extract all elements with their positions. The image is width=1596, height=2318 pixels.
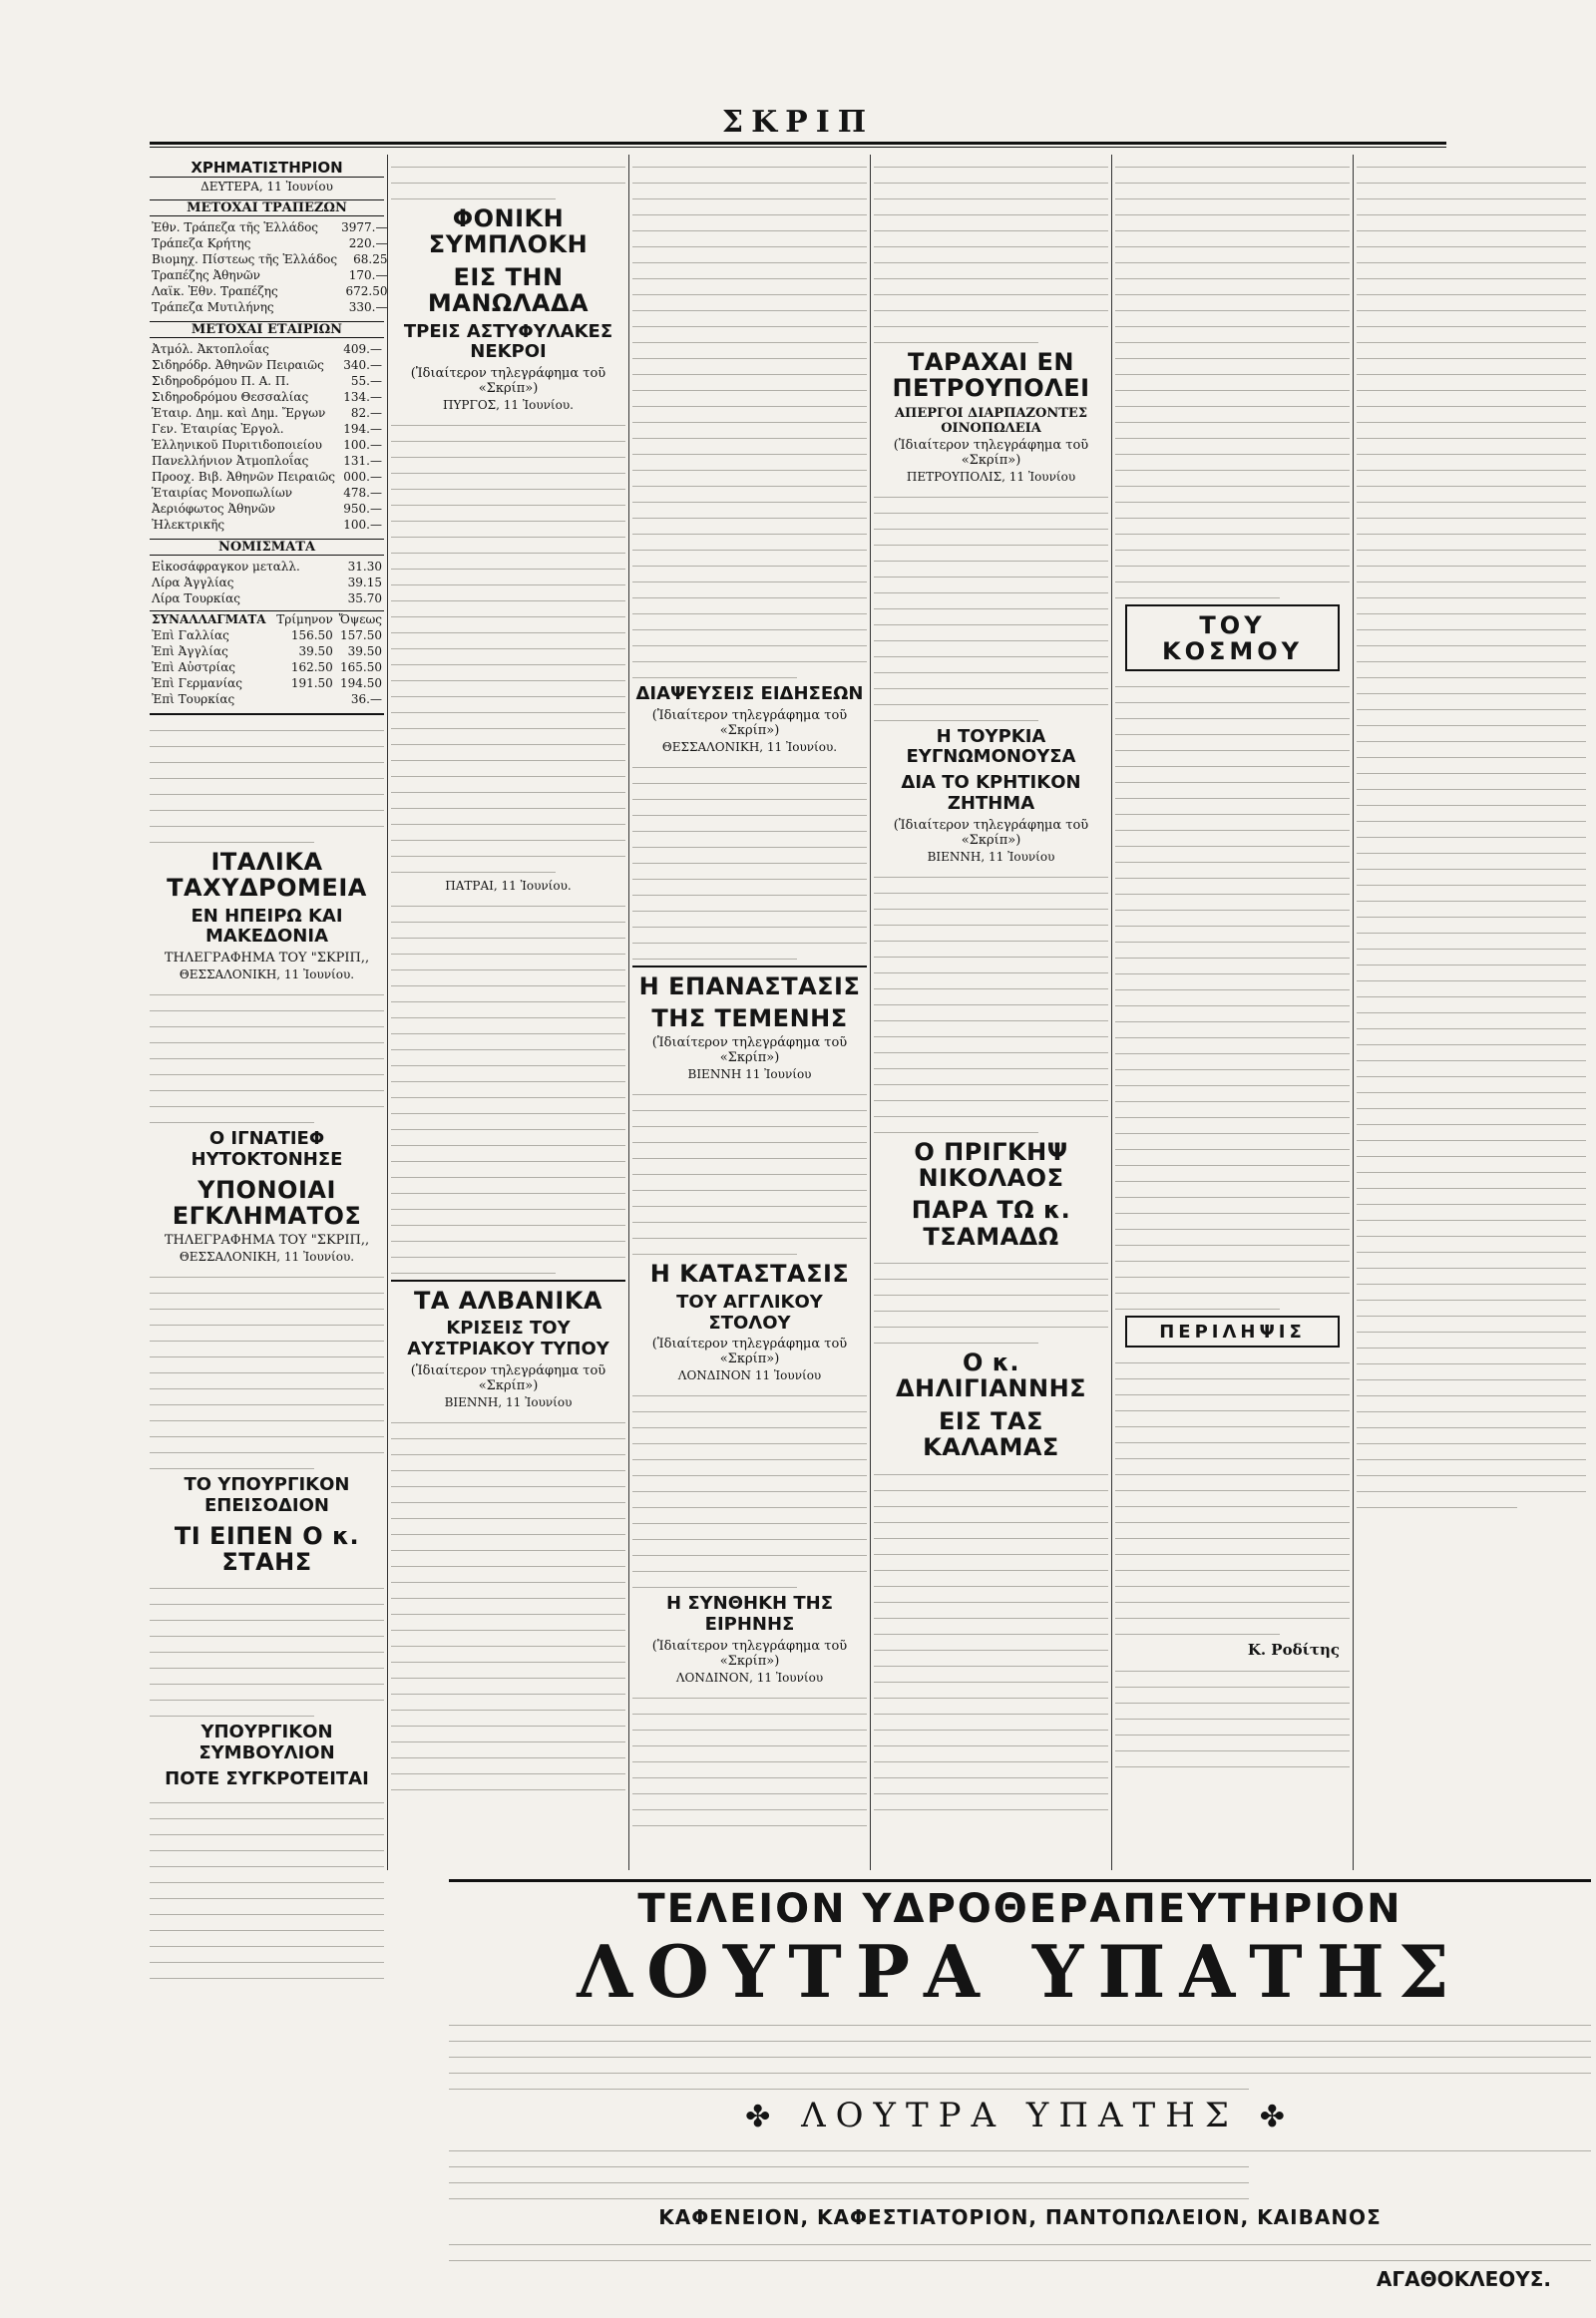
- subheadline-tourkia: ΔΙΑ ΤΟ ΚΡΗΤΙΚΟΝ ΖΗΤΗΜΑ: [901, 772, 1081, 814]
- subheadline-deligiannis: ΕΙΣ ΤΑΣ ΚΑΛΑΜΑΣ: [923, 1406, 1059, 1462]
- row-label: Εἰκοσάφραγκον μεταλλ.: [152, 560, 300, 574]
- table-row: [150, 299, 389, 315]
- telegram-label: (Ἰδιαίτερον τηλεγράφημα τοῦ «Σκρίπ»): [410, 365, 606, 396]
- ad-footer: ΚΑΦΕΝΕΙΟΝ, ΚΑΦΕΣΤΙΑΤΟΡΙΟΝ, ΠΑΝΤΟΠΩΛΕΙΟΝ, ΚΑΙΒΑΝΟΣ: [658, 2205, 1382, 2229]
- dateline: ΛΟΝΔΙΝΟΝ, 11 Ἰουνίου: [675, 1670, 824, 1685]
- article-text: [1357, 158, 1586, 1508]
- headline-katastasis: Η ΚΑΤΑΣΤΑΣΙΣ: [649, 1260, 850, 1289]
- row-label: Ἑταιρ. Δημ. καὶ Δημ. Ἔργων: [152, 406, 326, 420]
- row-value: 39.50: [298, 644, 333, 658]
- exchange-col-header: Ὄψεως: [338, 612, 382, 626]
- column-2: [391, 155, 625, 1870]
- dateline: ΘΕΣΣΑΛΟΝΙΚΗ, 11 Ἰουνίου.: [179, 1250, 355, 1265]
- dateline: ΘΕΣΣΑΛΟΝΙΚΗ, 11 Ἰουνίου.: [179, 967, 355, 982]
- column-divider: [628, 155, 629, 1870]
- subheadline-epanastasis: ΤΗΣ ΤΕΜΕΝΗΣ: [651, 1004, 848, 1033]
- masthead-title: ΣΚΡΙΠ: [721, 105, 875, 140]
- subheadline-taraxai: ΑΠΕΡΓΟΙ ΔΙΑΡΠΑΖΟΝΤΕΣ ΟΙΝΟΠΩΛΕΙΑ: [894, 405, 1088, 436]
- dateline: ΠΥΡΓΟΣ, 11 Ἰουνίου.: [443, 397, 574, 412]
- table-row: [150, 575, 384, 590]
- column-divider: [387, 155, 388, 1870]
- companies-title: ΜΕΤΟΧΑΙ ΕΤΑΙΡΙΩΝ: [150, 321, 384, 338]
- subheadline-phoniki: ΕΙΣ ΤΗΝ ΜΑΝΩΛΑΔΑ: [427, 262, 590, 318]
- column-3: [632, 155, 867, 1870]
- row-value: 134.—: [343, 390, 382, 404]
- row-value: 220.—: [348, 236, 388, 250]
- advertisement: [449, 1875, 1591, 2291]
- row-label: Σιδηροδρόμου Θεσσαλίας: [152, 390, 309, 404]
- table-row: [150, 469, 384, 485]
- dateline: ΠΑΤΡΑΙ, 11 Ἰουνίου.: [445, 878, 572, 893]
- subheadline-phoniki-2: ΤΡΕΙΣ ΑΣΤΥΦΥΛΑΚΕΣ ΝΕΚΡΟΙ: [403, 320, 613, 363]
- article-text: [1115, 677, 1350, 1310]
- headline-box: [1125, 604, 1340, 671]
- headline-synthiki: Η ΣΥΝΘΗΚΗ ΤΗΣ ΕΙΡΗΝΗΣ: [665, 1593, 833, 1635]
- table-row: [150, 389, 384, 405]
- banks-table: [150, 219, 389, 315]
- table-row: [150, 659, 384, 675]
- row-value: 131.—: [343, 454, 382, 468]
- row-value: 156.50: [290, 628, 333, 642]
- row-value: 950.—: [343, 502, 382, 516]
- headline-albanika: ΤΑ ΑΛΒΑΝΙΚΑ: [413, 1286, 602, 1315]
- row-value: 100.—: [343, 518, 382, 532]
- row-label: Ἐπὶ Αὐστρίας: [152, 660, 236, 674]
- exchange-col-header: Τρίμηνον: [276, 612, 333, 626]
- masthead-rule: [150, 142, 1446, 145]
- ornament-icon: ✤: [1259, 2100, 1295, 2134]
- row-label: Σιδηρόδρ. Ἀθηνῶν Πειραιῶς: [152, 358, 324, 372]
- column-5: [1115, 155, 1350, 1870]
- subheadline-prigkips: ΠΑΡΑ ΤΩ κ. ΤΣΑΜΑΔΩ: [911, 1196, 1071, 1251]
- telegram-label: (Ἰδιαίτερον τηλεγράφημα τοῦ «Σκρίπ»): [651, 1638, 848, 1669]
- article-text: [1115, 1662, 1350, 1767]
- row-value: 31.30: [347, 560, 382, 574]
- telegram-label: (Ἰδιαίτερον τηλεγράφημα τοῦ «Σκρίπ»): [651, 1035, 848, 1066]
- row-label: Λίρα Τουρκίας: [152, 591, 240, 605]
- telegram-label: (Ἰδιαίτερον τηλεγράφημα τοῦ «Σκρίπ»): [893, 437, 1089, 468]
- ad-signature: ΑΓΑΘΟΚΛΕΟΥΣ.: [1376, 2267, 1551, 2291]
- table-row: [150, 357, 384, 373]
- headline-italian-post: ΙΤΑΛΙΚΑ ΤΑΧΥΔΡΟΜΕΙΑ: [167, 848, 367, 903]
- coins-table: [150, 559, 384, 606]
- article-text: [632, 1689, 867, 1826]
- row-label: Ἐθν. Τράπεζα τῆς Ἑλλάδος: [152, 220, 319, 234]
- headline-deligiannis: Ο κ. ΔΗΛΙΓΙΑΝΝΗΣ: [895, 1349, 1087, 1403]
- row-value: [272, 691, 335, 707]
- row-label: Τραπέζης Ἀθηνῶν: [152, 268, 260, 282]
- table-row: [150, 283, 389, 299]
- row-value: 100.—: [343, 438, 382, 452]
- section-rule: [150, 713, 384, 715]
- table-row: [150, 643, 384, 659]
- row-label: Βιομηχ. Πίστεως τῆς Ἑλλάδος: [152, 252, 338, 266]
- table-row: [150, 251, 389, 267]
- table-row: [150, 341, 384, 357]
- dateline: ΒΙΕΝΝΗ, 11 Ἰουνίου: [444, 1394, 573, 1409]
- row-label: Τράπεζα Μυτιλήνης: [152, 300, 274, 314]
- table-row: [150, 517, 384, 533]
- table-row: [150, 219, 389, 235]
- row-value: 165.50: [340, 660, 382, 674]
- banks-title: ΜΕΤΟΧΑΙ ΤΡΑΠΕΖΩΝ: [150, 199, 384, 216]
- article-text: [632, 1386, 867, 1588]
- ad-rule: [449, 1879, 1591, 1882]
- dateline: ΒΙΕΝΝΗ 11 Ἰουνίου: [687, 1067, 812, 1082]
- article-text: [874, 1254, 1108, 1344]
- row-label: Λαϊκ. Ἐθν. Τραπέζης: [152, 284, 278, 298]
- column-divider: [1353, 155, 1354, 1870]
- column-1: [150, 155, 388, 1850]
- article-text: [632, 1085, 867, 1255]
- masthead-rule-thin: [150, 147, 1446, 148]
- ad-text: [449, 2235, 1591, 2261]
- headline-tou-kosmou: ΤΟΥ ΚΟΣΜΟΥ: [1161, 611, 1304, 666]
- ornament-icon: ✤: [745, 2100, 781, 2134]
- row-value: 194.—: [343, 422, 382, 436]
- row-value: 409.—: [343, 342, 382, 356]
- subheadline-albanika: ΚΡΙΣΕΙΣ ΤΟΥ ΑΥΣΤΡΙΑΚΟΥ ΤΥΠΟΥ: [407, 1318, 609, 1360]
- ad-text: [449, 2016, 1591, 2090]
- column-divider: [870, 155, 871, 1870]
- row-value: 000.—: [343, 470, 382, 484]
- row-value: 39.15: [347, 576, 382, 589]
- ad-title: ΤΕΛΕΙΟΝ ΥΔΡΟΘΕΡΑΠΕΥΤΗΡΙΟΝ: [637, 1886, 1402, 1932]
- row-value: 672.50: [345, 284, 388, 298]
- row-value: 3977.—: [341, 220, 388, 234]
- row-label: Πανελλήνιον Ἀτμοπλοΐας: [152, 454, 309, 468]
- table-row: [150, 235, 389, 251]
- row-value: 162.50: [290, 660, 333, 674]
- row-value: 191.50: [290, 676, 333, 690]
- article-text: [1115, 158, 1350, 598]
- section-rule: [632, 966, 867, 967]
- row-label: Τράπεζα Κρήτης: [152, 236, 251, 250]
- subheadline-ignatiev: ΥΠΟΝΟΙΑΙ ΕΓΚΛΗΜΑΤΟΣ: [172, 1175, 362, 1230]
- table-row: [150, 437, 384, 453]
- row-value: 194.50: [340, 676, 382, 690]
- telegram-label: (Ἰδιαίτερον τηλεγράφημα τοῦ «Σκρίπ»): [893, 817, 1089, 848]
- article-text: [391, 416, 625, 873]
- dateline: ΠΕΤΡΟΥΠΟΛΙΣ, 11 Ἰουνίου: [906, 469, 1076, 484]
- article-text: [1115, 1353, 1350, 1635]
- table-row: [150, 267, 389, 283]
- signature: Κ. Ροδίτης: [1247, 1641, 1340, 1660]
- row-label: Ἠλεκτρικῆς: [152, 518, 225, 532]
- dateline: ΒΙΕΝΝΗ, 11 Ἰουνίου: [927, 849, 1055, 864]
- article-text: [632, 758, 867, 960]
- companies-table: [150, 341, 384, 533]
- article-text: [391, 1413, 625, 1790]
- telegram-label: ΤΗΛΕΓΡΑΦΗΜΑ ΤΟΥ "ΣΚΡΙΠ,,: [164, 951, 370, 966]
- subheadline-italian-post: ΕΝ ΗΠΕΙΡΩ ΚΑΙ ΜΑΚΕΔΟΝΙΑ: [191, 905, 343, 948]
- table-row: [150, 405, 384, 421]
- article-text: [874, 488, 1108, 721]
- row-value: 35.70: [347, 591, 382, 605]
- row-value: 82.—: [350, 406, 382, 420]
- headline-box: [1125, 1316, 1340, 1349]
- row-value: 340.—: [343, 358, 382, 372]
- table-row: [150, 501, 384, 517]
- exchange-title: ΣΥΝΑΛΛΑΓΜΑΤΑ: [152, 612, 266, 626]
- column-divider: [1111, 155, 1112, 1870]
- dateline: ΛΟΝΔΙΝΟΝ 11 Ἰουνίου: [677, 1368, 822, 1383]
- telegram-label: (Ἰδιαίτερον τηλεγράφημα τοῦ «Σκρίπ»): [651, 1337, 848, 1367]
- row-value: 170.—: [348, 268, 388, 282]
- ad-text: [449, 2141, 1591, 2199]
- article-text: [391, 158, 625, 199]
- row-label: Ἑλληνικοῦ Πυριτιδοποιείου: [152, 438, 322, 452]
- headline-ministry-episode: ΤΟ ΥΠΟΥΡΓΙΚΟΝ ΕΠΕΙΣΟΔΙΟΝ: [184, 1474, 350, 1516]
- headline-ignatiev: Ο ΙΓΝΑΤΙΕΦ ΗΥΤΟΚΤΟΝΗΣΕ: [191, 1128, 343, 1170]
- table-row: [150, 421, 384, 437]
- row-label: Ἑταιρίας Μονοπωλίων: [152, 486, 293, 500]
- subheadline-council: ΠΟΤΕ ΣΥΓΚΡΟΤΕΙΤΑΙ: [165, 1767, 369, 1789]
- table-row: [150, 559, 384, 575]
- ad-repeat-title: [449, 2096, 1591, 2135]
- row-value: 55.—: [350, 374, 382, 388]
- row-value: 68.25: [353, 252, 388, 266]
- headline-tourkia: Η ΤΟΥΡΚΙΑ ΕΥΓΝΩΜΟΝΟΥΣΑ: [906, 725, 1076, 768]
- table-row: [150, 485, 384, 501]
- ad-signature-line: [449, 2267, 1551, 2291]
- article-text: [150, 1793, 384, 1979]
- article-text: [391, 897, 625, 1274]
- headline-prigkips: Ο ΠΡΙΓΚΗΨ ΝΙΚΟΛΑΟΣ: [914, 1137, 1068, 1192]
- headline-periliptis: ΠΕΡΙΛΗΨΙΣ: [1159, 1321, 1306, 1343]
- article-text: [874, 158, 1108, 343]
- article-text: [874, 868, 1108, 1133]
- finance-date: ΔΕΥΤΕΡΑ, 11 Ἰουνίου: [200, 180, 333, 193]
- column-4: [874, 155, 1108, 1870]
- dateline: ΘΕΣΣΑΛΟΝΙΚΗ, 11 Ἰουνίου.: [661, 739, 838, 754]
- coins-title: ΝΟΜΙΣΜΑΤΑ: [150, 539, 384, 556]
- table-row: [150, 627, 384, 643]
- headline-phoniki: ΦΟΝΙΚΗ ΣΥΜΠΛΟΚΗ: [428, 204, 589, 259]
- row-label: Ἐπὶ Τουρκίας: [152, 692, 235, 706]
- row-label: Σιδηροδρόμου Π. Α. Π.: [152, 374, 290, 388]
- section-rule: [391, 1280, 625, 1282]
- ad-repeat-title-text: ΛΟΥΤΡΑ ΥΠΑΤΗΣ: [801, 2096, 1239, 2135]
- subheadline-katastasis: ΤΟΥ ΑΓΓΛΙΚΟΥ ΣΤΟΛΟΥ: [676, 1291, 823, 1334]
- row-label: Ἀτμόλ. Ἀκτοπλοΐας: [152, 342, 269, 356]
- row-label: Ἀεριόφωτος Ἀθηνῶν: [152, 502, 275, 516]
- table-row: [150, 373, 384, 389]
- ad-main-title: ΛΟΥΤΡΑ ΥΠΑΤΗΣ: [577, 1929, 1463, 2014]
- article-text: [150, 1268, 384, 1469]
- telegram-label: (Ἰδιαίτερον τηλεγράφημα τοῦ «Σκρίπ»): [651, 707, 848, 738]
- headline-council: ΥΠΟΥΡΓΙΚΟΝ ΣΥΜΒΟΥΛΙΟΝ: [199, 1722, 335, 1764]
- article-text: [874, 1465, 1108, 1810]
- article-text: [150, 721, 384, 843]
- table-row: [150, 675, 384, 691]
- telegram-label: ΤΗΛΕΓΡΑΦΗΜΑ ΤΟΥ "ΣΚΡΙΠ,,: [164, 1233, 370, 1249]
- row-value: 39.50: [347, 644, 382, 658]
- row-label: Γεν. Ἑταιρίας Ἐργολ.: [152, 422, 284, 436]
- row-label: Ἐπὶ Ἀγγλίας: [152, 644, 228, 658]
- row-label: Ἐπὶ Γαλλίας: [152, 628, 229, 642]
- article-text: [150, 1579, 384, 1717]
- row-value: 157.50: [340, 628, 382, 642]
- row-value: 330.—: [348, 300, 388, 314]
- finance-title: ΧΡΗΜΑΤΙΣΤΗΡΙΟΝ: [150, 159, 384, 178]
- table-row: [150, 590, 384, 606]
- row-label: Ἐπὶ Γερμανίας: [152, 676, 242, 690]
- row-value: 36.—: [350, 692, 382, 706]
- subheadline-stais: ΤΙ ΕΙΠΕΝ Ο κ. ΣΤΑΗΣ: [174, 1521, 360, 1577]
- table-row: [150, 691, 384, 707]
- table-row: [150, 453, 384, 469]
- exchange-table: [150, 610, 384, 707]
- row-label: Λίρα Ἀγγλίας: [152, 576, 234, 589]
- article-text: [632, 158, 867, 678]
- telegram-label: (Ἰδιαίτερον τηλεγράφημα τοῦ «Σκρίπ»): [410, 1362, 606, 1393]
- row-value: 478.—: [343, 486, 382, 500]
- column-6: [1357, 155, 1586, 1551]
- article-text: [150, 985, 384, 1123]
- headline-taraxai: ΤΑΡΑΧΑΙ ΕΝ ΠΕΤΡΟΥΠΟΛΕΙ: [892, 348, 1090, 403]
- headline-epanastasis: Η ΕΠΑΝΑΣΤΑΣΙΣ: [638, 971, 861, 1000]
- row-label: Προοχ. Βιβ. Ἀθηνῶν Πειραιῶς: [152, 470, 335, 484]
- headline-diapsefseis: ΔΙΑΨΕΥΣΕΙΣ ΕΙΔΗΣΕΩΝ: [635, 683, 864, 704]
